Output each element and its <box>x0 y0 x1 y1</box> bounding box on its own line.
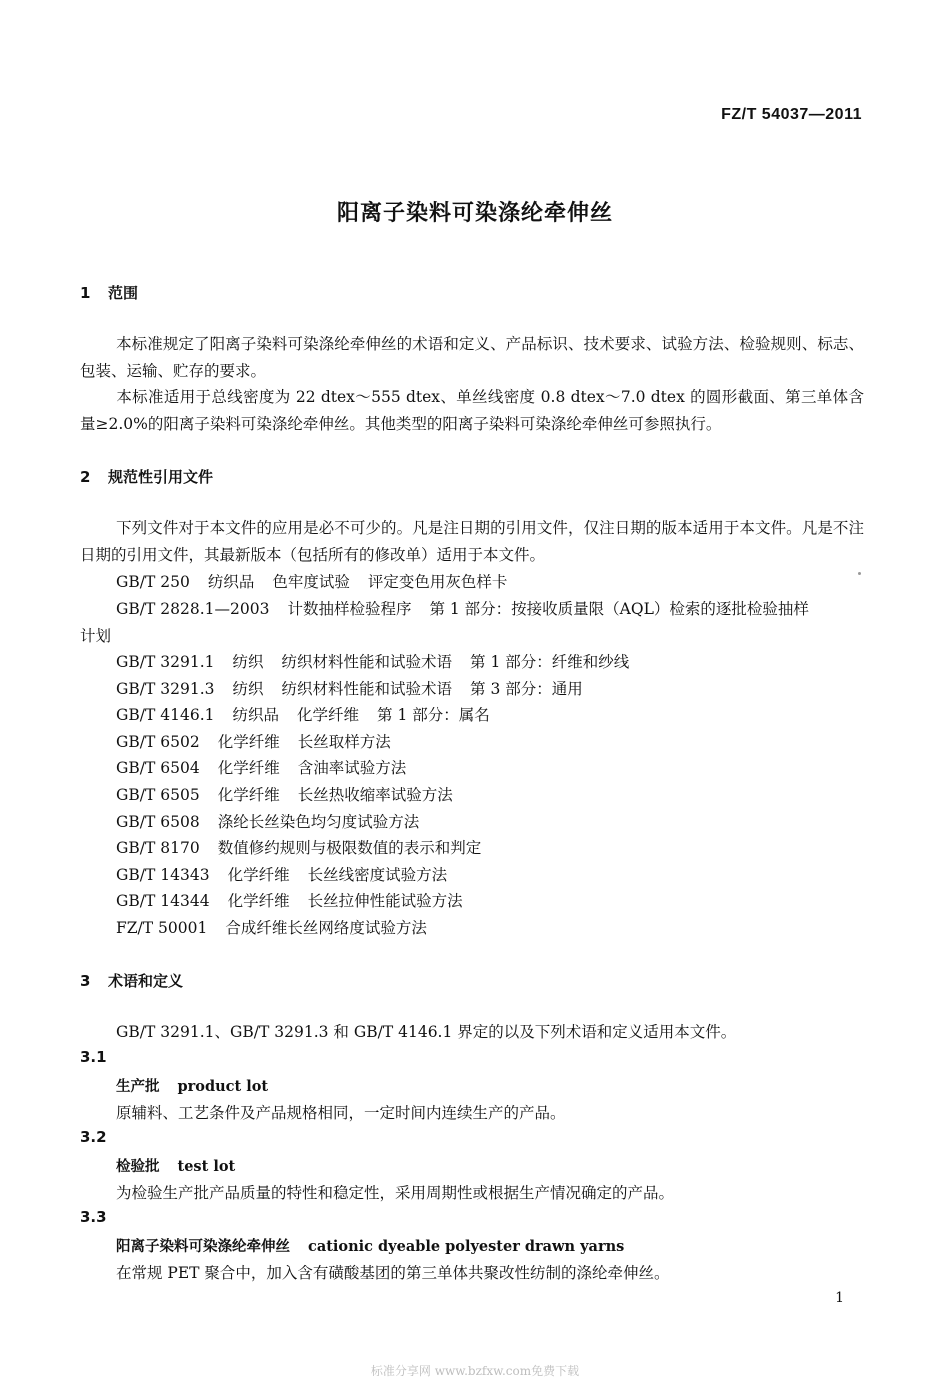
reference-title-part: 纺织品 <box>207 573 255 591</box>
term-chinese: 检验批 <box>116 1159 160 1175</box>
reference-title-part: 第 1 部分：按接收质量限（AQL）检索的逐批检验抽样 <box>429 600 809 618</box>
reference-item <box>116 597 809 619</box>
term-entry <box>116 1075 268 1096</box>
term-definition: 为检验生产批产品质量的特性和稳定性，采用周期性或根据生产情况确定的产品。 <box>116 1184 675 1202</box>
reference-title-part: 纺织 <box>232 653 264 671</box>
reference-code: GB/T 2828.1—2003 <box>116 600 270 618</box>
reference-title-part: 纺织材料性能和试验术语 <box>281 680 453 698</box>
reference-title-part: 纺织 <box>232 680 264 698</box>
reference-code: GB/T 4146.1 <box>116 706 215 724</box>
term-english: product lot <box>177 1078 269 1095</box>
reference-item <box>116 730 391 752</box>
paragraph-text: 本标准规定了阳离子染料可染涤纶牵伸丝的术语和定义、产品标识、技术要求、试验方法、检验规则、标志、包装、运输、贮存的要求。 <box>80 335 864 380</box>
scan-speck <box>858 572 861 575</box>
reference-code: GB/T 6504 <box>116 759 200 777</box>
section-number: 3 <box>80 972 91 990</box>
reference-code: GB/T 3291.3 <box>116 680 215 698</box>
watermark-footer: 标准分享网 www.bzfxw.com免费下载 <box>370 1364 580 1378</box>
section-2-paragraph-1 <box>80 515 864 569</box>
reference-item <box>116 863 447 885</box>
term-english: test lot <box>177 1158 236 1175</box>
reference-item <box>116 783 453 805</box>
term-entry <box>116 1155 235 1176</box>
reference-title-part: 化学纤维 <box>227 892 290 910</box>
reference-item <box>116 756 406 778</box>
reference-title-part: 色牢度试验 <box>272 573 350 591</box>
reference-title-part: 纺织材料性能和试验术语 <box>281 653 453 671</box>
reference-item <box>116 916 427 938</box>
reference-item <box>116 650 629 672</box>
reference-item <box>116 810 419 832</box>
section-title: 术语和定义 <box>108 972 184 990</box>
term-number: 3.3 <box>80 1208 107 1226</box>
reference-item <box>116 703 490 725</box>
reference-title-part: 长丝热收缩率试验方法 <box>297 786 453 804</box>
reference-title-part: 化学纤维 <box>217 786 280 804</box>
term-number: 3.2 <box>80 1128 107 1146</box>
reference-title-part: 涤纶长丝染色均匀度试验方法 <box>217 813 420 831</box>
section-number: 2 <box>80 468 91 486</box>
section-1-heading <box>80 282 138 303</box>
term-definition: 原辅料、工艺条件及产品规格相同，一定时间内连续生产的产品。 <box>116 1104 566 1122</box>
reference-item <box>116 570 507 592</box>
reference-title-part: 化学纤维 <box>217 733 280 751</box>
reference-code: GB/T 6505 <box>116 786 200 804</box>
reference-title-part: 长丝线密度试验方法 <box>307 866 448 884</box>
reference-title-part: 数值修约规则与极限数值的表示和判定 <box>217 839 482 857</box>
reference-title-part: 计数抽样检验程序 <box>287 600 412 618</box>
reference-item <box>116 889 463 911</box>
reference-title-part: 合成纤维长丝网络度试验方法 <box>225 919 427 937</box>
paragraph-text: 本标准适用于总线密度为 22 dtex～555 dtex、单丝线密度 0.8 dtex～7.0 dtex 的圆形截面、第三单体含量≥2.0%的阳离子染料可染涤纶牵伸丝。其他类型的阳离子染料可染涤纶牵伸丝可参照执行。 <box>80 388 864 433</box>
reference-title-part: 长丝拉伸性能试验方法 <box>307 892 463 910</box>
standard-number: FZ/T 54037—2011 <box>721 106 862 123</box>
reference-title-part: 评定变色用灰色样卡 <box>367 573 508 591</box>
term-number: 3.1 <box>80 1048 107 1066</box>
section-title: 规范性引用文件 <box>108 468 214 486</box>
section-1-paragraph-2 <box>80 384 864 438</box>
reference-title-part: 化学纤维 <box>217 759 280 777</box>
reference-continuation: 计划 <box>80 627 112 645</box>
reference-title-part: 化学纤维 <box>227 866 290 884</box>
reference-code: GB/T 14344 <box>116 892 210 910</box>
reference-title-part: 纺织品 <box>232 706 280 724</box>
reference-code: GB/T 6502 <box>116 733 200 751</box>
section-2-heading <box>80 466 213 487</box>
reference-code: GB/T 250 <box>116 573 190 591</box>
reference-title-part: 长丝取样方法 <box>297 733 391 751</box>
reference-code: GB/T 3291.1 <box>116 653 215 671</box>
paragraph-text: 下列文件对于本文件的应用是必不可少的。凡是注日期的引用文件，仅注日期的版本适用于本文件。凡是不注日期的引用文件，其最新版本（包括所有的修改单）适用于本文件。 <box>80 519 864 564</box>
term-chinese: 阳离子染料可染涤纶牵伸丝 <box>116 1239 290 1255</box>
term-entry <box>116 1235 624 1256</box>
reference-title-part: 第 1 部分：属名 <box>377 706 490 724</box>
reference-code: GB/T 14343 <box>116 866 210 884</box>
reference-title-part: 化学纤维 <box>297 706 360 724</box>
section-title: 范围 <box>108 284 139 302</box>
reference-title-part: 含油率试验方法 <box>297 759 407 777</box>
reference-code: FZ/T 50001 <box>116 919 208 937</box>
page-number: 1 <box>835 1290 844 1306</box>
reference-item <box>116 677 583 699</box>
term-chinese: 生产批 <box>116 1079 160 1095</box>
document-title: 阳离子染料可染涤纶牵伸丝 <box>336 201 613 226</box>
reference-title-part: 第 1 部分：纤维和纱线 <box>470 653 630 671</box>
section-3-heading <box>80 970 183 991</box>
reference-code: GB/T 8170 <box>116 839 200 857</box>
section-3-paragraph-1: GB/T 3291.1、GB/T 3291.3 和 GB/T 4146.1 界定的以及下列术语和定义适用本文件。 <box>116 1023 737 1041</box>
reference-item <box>116 836 481 858</box>
section-1-paragraph-1 <box>80 331 864 385</box>
term-definition: 在常规 PET 聚合中，加入含有磺酸基团的第三单体共聚改性纺制的涤纶牵伸丝。 <box>116 1264 670 1282</box>
reference-code: GB/T 6508 <box>116 813 200 831</box>
term-english: cationic dyeable polyester drawn yarns <box>308 1238 625 1255</box>
reference-title-part: 第 3 部分：通用 <box>470 680 583 698</box>
section-number: 1 <box>80 284 91 302</box>
